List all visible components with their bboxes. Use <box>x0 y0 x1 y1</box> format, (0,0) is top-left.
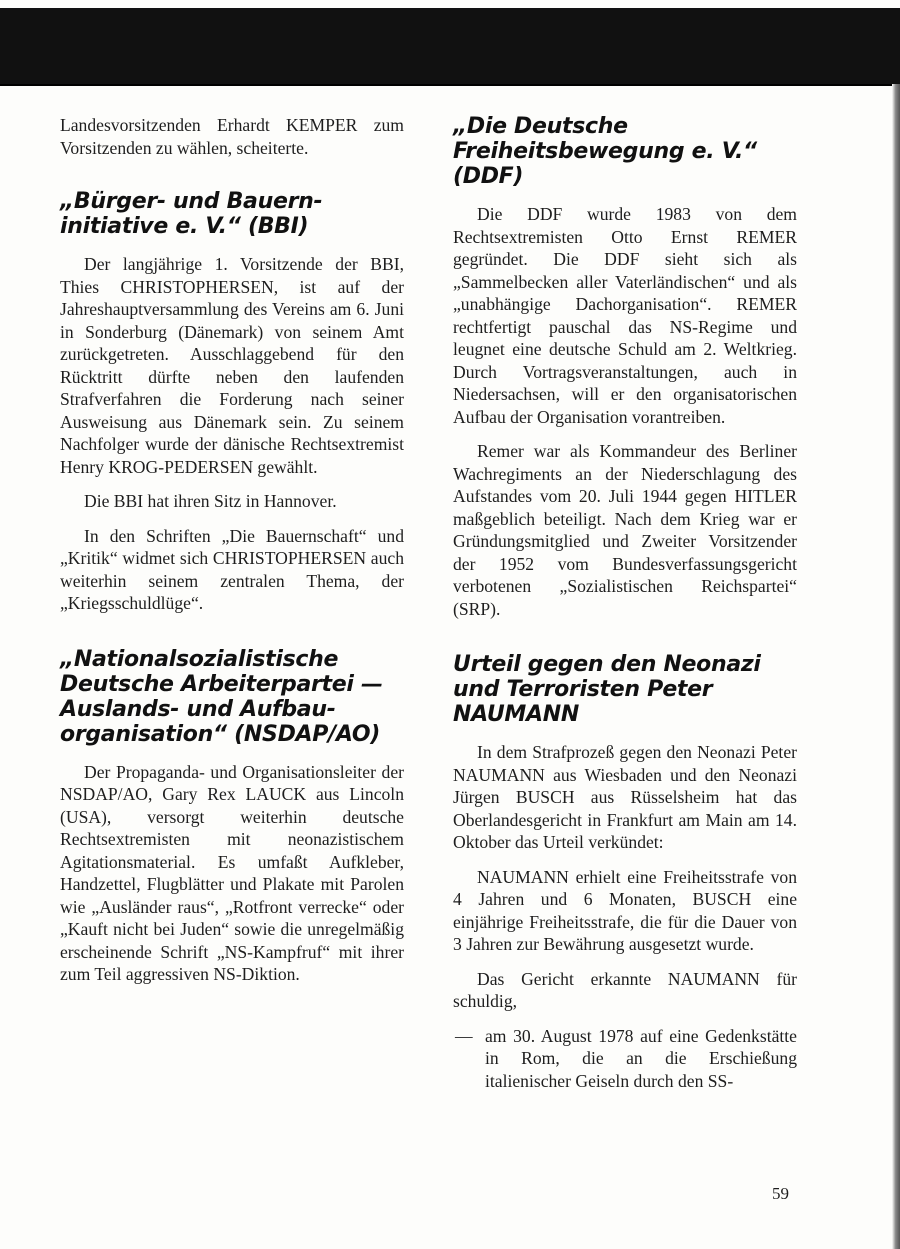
paragraph-urteil-2: NAUMANN erhielt eine Freiheitsstrafe von 4 Jahren und 6 Monaten, BUSCH eine einjährige Freiheitsstrafe, die für die Dauer von 3 Jahren zur Bewährung ausgesetzt wurde. <box>453 866 797 954</box>
heading-urteil: Urteil gegen den Neonazi und Terroristen Peter NAUMANN <box>453 652 761 727</box>
left-column <box>60 114 404 998</box>
paragraph-ddf-1: Die DDF wurde 1983 von dem Rechtsextremisten Otto Ernst REMER gegründet. Die DDF sieht sich als „Sammelbecken aller Vaterländischen“ und als „unabhängige Dachorganisation“. REMER rechtfertigt pauschal das NS-Regime und leugnet eine deutsche Schuld am 2. Weltkrieg. Durch Vortragsveranstaltungen, auch in Niedersachsen, will er den organisatorischen Aufbau der Organisation vorantreiben. <box>453 204 797 427</box>
paragraph-bbi-3: In den Schriften „Die Bauernschaft“ und „Kritik“ widmet sich CHRISTOPHERSEN auch weiterhin seinem zentralen Thema, der „Kriegsschuldlüge“. <box>60 525 404 613</box>
paragraph-bbi-1: Der langjährige 1. Vorsitzende der BBI, Thies CHRISTOPHERSEN, ist auf der Jahreshauptversammlung des Vereins am 6. Juni in Sonderburg (Dänemark) von seinem Amt zurückgetreten. Ausschlaggebend für den Rücktritt dürfte neben den laufenden Strafverfahren die Forderung nach seiner Ausweisung aus Dänemark sein. Zu seinem Nachfolger wurde der dänische Rechtsextremist Henry KROG-PEDERSEN gewählt. <box>60 254 404 477</box>
paragraph-urteil-1: In dem Strafprozeß gegen den Neonazi Peter NAUMANN aus Wiesbaden und den Neonazi Jürgen BUSCH aus Rüsselsheim hat das Oberlandesgericht in Frankfurt am Main am 14. Oktober das Urteil verkündet: <box>453 742 797 852</box>
dash-marker: — <box>455 1025 473 1046</box>
list-item <box>453 1025 797 1093</box>
heading-nsdap-ao: „Nationalsozialistische Deutsche Arbeiterpartei — Auslands- und Aufbau-organisation“ (NSDAP/AO) <box>60 646 383 747</box>
paragraph-urteil-3: Das Gericht erkannte NAUMANN für schuldig, <box>453 968 797 1011</box>
paragraph-ddf-2: Remer war als Kommandeur des Berliner Wachregiments an der Niederschlagung des Aufstandes vom 20. Juli 1944 gegen HITLER maßgeblich beteiligt. Nach dem Krieg war er Gründungsmitglied und Zweiter Vorsitzender der 1952 vom Bundesverfassungsgericht verbotenen „Sozialistischen Reichspartei“ (SRP). <box>453 441 797 619</box>
heading-bbi: „Bürger- und Bauern-initiative e. V.“ (BBI) <box>60 189 323 239</box>
page-number: 59 <box>772 1184 789 1203</box>
scan-right-edge <box>892 84 900 1249</box>
paragraph-bbi-2: Die BBI hat ihren Sitz in Hannover. <box>84 491 337 511</box>
right-column <box>453 114 797 1092</box>
paragraph-intro: Landesvorsitzenden Erhardt KEMPER zum Vorsitzenden zu wählen, scheiterte. <box>60 115 404 158</box>
scan-top-bar <box>0 0 900 86</box>
list-item-text: am 30. August 1978 auf eine Gedenkstätte in Rom, die an die Erschießung italienischer Geiseln durch den SS- <box>485 1025 797 1091</box>
paragraph-nsdap-ao: Der Propaganda- und Organisationsleiter der NSDAP/AO, Gary Rex LAUCK aus Lincoln (USA), versorgt weiterhin deutsche Rechtsextremisten mit neonazistischem Agitationsmaterial. Es umfaßt Aufkleber, Handzettel, Flugblätter und Plakate mit Parolen wie „Ausländer raus“, „Rotfront verrecke“ oder „Kauft nicht bei Juden“ sowie die unregelmäßig erscheinende Schrift „NS-Kampfruf“ mit ihrer zum Teil aggressiven NS-Diktion. <box>60 761 404 984</box>
heading-ddf: „Die Deutsche Freiheitsbewegung e. V.“ (DDF) <box>453 114 757 189</box>
